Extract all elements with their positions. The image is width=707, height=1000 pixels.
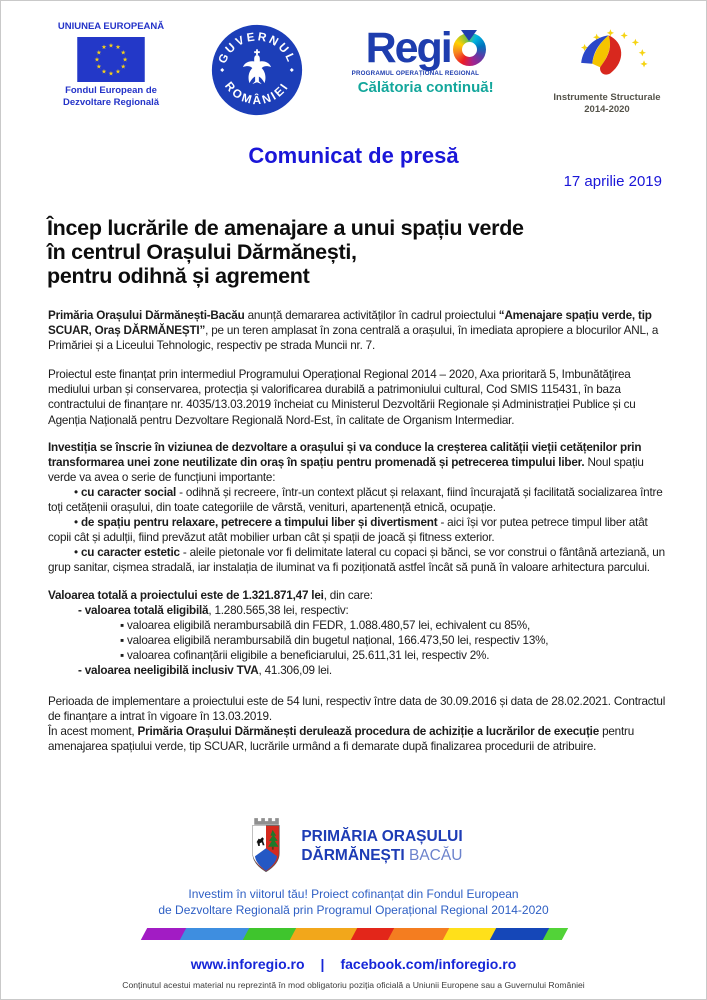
invest-line-1: Investim în viitorul tău! Proiect cofinanțat din Fondul European	[188, 887, 519, 901]
svg-text:★: ★	[108, 42, 114, 50]
instrumente-structurale-logo	[546, 25, 668, 117]
value-non-eligible: - valoarea neeligibilă inclusiv TVA, 41.306,09 lei.	[78, 663, 332, 677]
instrumente-label-1: Instrumente Structurale	[553, 92, 661, 103]
stripe-segment	[443, 928, 498, 940]
headline-line-2: în centrul Orașului Dărmănești,	[47, 240, 357, 264]
paragraph-financing: Proiectul este finanțat prin intermediul Programului Operațional Regional 2014 – 2020, Axa prioritară 5, Imbunătățirea mediului urban și conservarea, protecția și valorificarea durabilă a patrimoniului cultural, Cod SMIS 115431, în baza contractului de finanțare nr. 4035/13.03.2019 încheiat cu Ministerul Dezvoltării Regionale și Administrației Publice și cu Agenția Națională pentru Dezvoltare Regională Nord-Est, în calitate de Organism Intermediar.	[48, 368, 636, 427]
bullet-marker: •	[74, 516, 81, 530]
paragraph-period: Perioada de implementare a proiectului este de 54 luni, respectiv între data de 30.09.2016 și data de 28.02.2021. Contractul de finanțare a intrat în vigoare în 13.03.2019.	[48, 695, 666, 724]
project-title: “Amenajare spațiu verde, tip SCUAR, Oraș DĂRMĂNEȘTI”	[48, 309, 652, 338]
facebook-link[interactable]: facebook.com/inforegio.ro	[340, 956, 517, 972]
stripe-segment	[180, 928, 251, 940]
value-total: Valoarea totală a proiectului este de 1.321.871,47 lei, din care:	[48, 588, 373, 602]
paragraph-procurement: În acest moment, Primăria Orașului Dărmănești derulează procedura de achiziție a lucrărilor de execuție pentru amenajarea spațiului verde, tip SCUAR, lucrările urmând a fi demarate după finalizarea procedurii de atribuire.	[48, 725, 635, 754]
regio-program-label: PROGRAMUL OPERAȚIONAL REGIONAL	[351, 69, 480, 77]
headline-line-3: pentru odihnă și agrement	[47, 264, 310, 288]
rainbow-stripe	[144, 928, 564, 940]
body-text	[48, 308, 666, 754]
svg-text:★: ★	[94, 56, 100, 64]
svg-text:★: ★	[96, 49, 102, 57]
bullet-marker: •	[74, 546, 81, 560]
stripe-segment	[490, 928, 550, 940]
eu-logo-title: UNIUNEA EUROPEANĂ	[57, 21, 165, 32]
svg-text:★: ★	[101, 68, 107, 76]
press-release-date: 17 aprilie 2019	[563, 173, 662, 190]
eu-logo-subtitle-1: Fondul European de	[65, 84, 157, 96]
paragraph-intro: Primăria Orașului Dărmănești-Bacău anunță demararea activităților în cadrul proiectului “Amenajare spațiu verde, tip SCUAR, Oraș DĂRMĂNEȘTI”, pe un teren amplasat în zona centrală a orașului, în imediata apropiere a blocurilor ANL, a Primăriei și a Liceului Tehnologic, respectiv pe strada Muncii nr. 7.	[48, 309, 659, 353]
stripe-segment	[290, 928, 358, 940]
logo-header	[1, 1, 706, 119]
applicant-name: Primăria Orașului Dărmănești-Bacău	[48, 309, 245, 322]
value-eligible: - valoarea totală eligibilă, 1.280.565,38 lei, respectiv:	[78, 603, 349, 617]
footer-links	[1, 956, 706, 972]
svg-text:★: ★	[122, 56, 128, 64]
inforegio-link[interactable]: www.inforegio.ro	[190, 956, 305, 972]
regio-wordmark: Regi	[365, 24, 451, 72]
invest-slogan	[1, 886, 706, 918]
instrumente-swoosh-icon	[555, 25, 659, 87]
footer	[1, 815, 706, 990]
svg-text:★: ★	[120, 63, 126, 71]
svg-text:★: ★	[120, 49, 126, 57]
headline	[47, 216, 662, 288]
gov-arc-bottom: ROMÂNIEI	[222, 79, 293, 108]
bullet-estetic: • cu caracter estetic - aleile pietonale vor fi delimitate lateral cu copaci și bănci, se vor construi o fântână arteziană, un grup sanitar, cișmea stradală, iar instalația de iluminat va fi poziționată astfel încât să pună în valoare arhitectura parcului.	[48, 546, 665, 575]
eu-logo	[45, 21, 177, 109]
stripe-segment	[387, 928, 450, 940]
regio-logo	[338, 24, 514, 96]
headline-line-1: Încep lucrările de amenajare a unui spațiu verde	[47, 216, 524, 240]
paragraph-investment: Investiția se înscrie în viziunea de dezvoltare a orașului și va conduce la creșterea calității vieții cetățenilor prin transformarea unei zone neutilizate din oraș în spațiu pentru promenadă și petrecerea timpului liber. Noul spațiu verde va avea o serie de funcțiuni importante:	[48, 440, 644, 484]
city-hall-logo	[1, 815, 706, 877]
svg-text:★: ★	[108, 70, 114, 78]
svg-text:★: ★	[115, 68, 121, 76]
city-coat-of-arms-icon	[244, 815, 288, 877]
disclaimer-text: Conținutul acestui material nu reprezintă în mod obligatoriu poziția oficială a Uniunii Europene sau a Guvernului României	[122, 980, 585, 990]
bullet-marker: •	[74, 485, 81, 499]
eu-flag-icon	[77, 37, 145, 82]
bullet-relaxare: • de spațiu pentru relaxare, petrecere a timpului liber și divertisment - aici își vor putea petrece timpul liber atât copii cât și adulții, fiind prevăzut atât mobilier urban cât și spații de joacă și fitness exterior.	[48, 516, 648, 545]
press-release-title: Comunicat de presă	[248, 143, 459, 168]
government-seal	[209, 23, 305, 122]
regio-tagline: Călătoria continuă!	[357, 78, 494, 96]
gov-arc-top: GUVERNUL	[216, 30, 299, 66]
bullet-social: • cu caracter social - odihnă și recreere, într-un context plăcut și relaxant, fiind încurajată și facilitată socializarea între toți cetățenii orașului, din toate categoriile de vârstă, venituri, apartenență etnică, ocupație.	[48, 485, 663, 515]
city-logo-county: BACĂU	[404, 847, 463, 864]
city-logo-line-1: PRIMĂRIA ORAȘULUI	[301, 827, 463, 845]
value-fedr: ▪ valoarea eligibilă nerambursabilă din FEDR, 1.088.480,57 lei, echivalent cu 85%,	[120, 618, 531, 632]
svg-text:★: ★	[101, 44, 107, 52]
value-cofinancing: ▪ valoarea cofinanțării eligibile a beneficiarului, 25.611,31 lei, respectiv 2%.	[120, 648, 490, 662]
city-logo-name: DĂRMĂNEȘTI	[301, 847, 405, 864]
value-national-budget: ▪ valoarea eligibilă nerambursabilă din bugetul național, 166.473,50 lei, respectiv 13%,	[120, 633, 549, 647]
svg-text:★: ★	[115, 44, 121, 52]
invest-line-2: de Dezvoltare Regională prin Programul Operațional Regional 2014-2020	[158, 903, 549, 917]
svg-text:★: ★	[96, 63, 102, 71]
government-seal-icon	[210, 23, 304, 117]
project-values	[48, 588, 666, 679]
eu-logo-subtitle-2: Dezvoltare Regională	[62, 96, 160, 108]
link-separator: |	[320, 956, 325, 972]
regio-color-wheel-icon	[453, 33, 486, 66]
instrumente-label-2: 2014-2020	[584, 104, 630, 116]
